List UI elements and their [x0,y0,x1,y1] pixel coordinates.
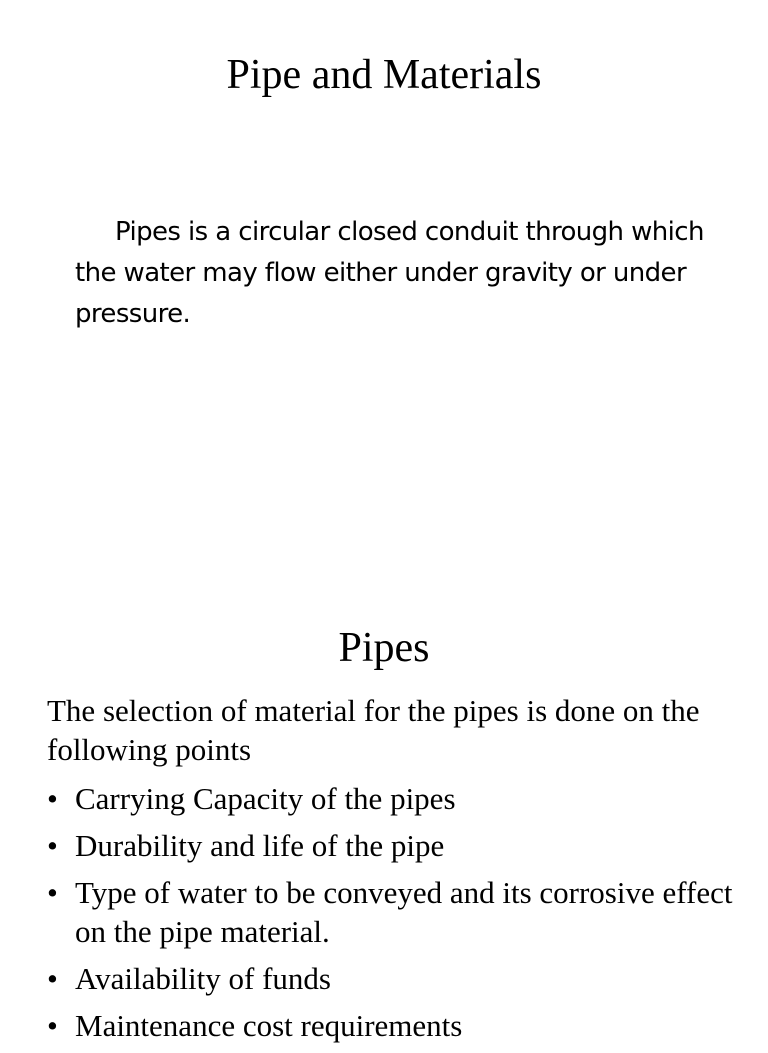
bullet-mark: • [47,781,58,816]
bullet-item-durability [47,826,737,865]
bullet-mark: • [47,1008,58,1043]
slide-pipes [0,576,768,1043]
bullet-list [47,779,737,1053]
bullet-text: Maintenance cost requirements [75,1008,463,1043]
definition-text: Pipes is a circular closed conduit through which the water may flow either under gravity or under pressure. [75,217,704,329]
bullet-item-water-type [47,873,737,951]
bullet-mark: • [47,875,58,910]
bullet-text: Type of water to be conveyed and its corrosive effect on the pipe material. [75,875,733,949]
bullet-item-carrying-capacity [47,779,737,818]
slide-title: Pipe and Materials [226,52,542,98]
bullet-text: Availability of funds [75,961,331,996]
slide-title: Pipes [338,625,430,671]
bullet-item-funds [47,959,737,998]
bullet-text: Durability and life of the pipe [75,828,445,863]
bullet-text: Carrying Capacity of the pipes [75,781,456,816]
intro-text: The selection of material for the pipes is done on the following points [47,693,700,767]
bullet-item-maintenance [47,1006,737,1045]
bullet-mark: • [47,961,58,996]
bullet-mark: • [47,828,58,863]
